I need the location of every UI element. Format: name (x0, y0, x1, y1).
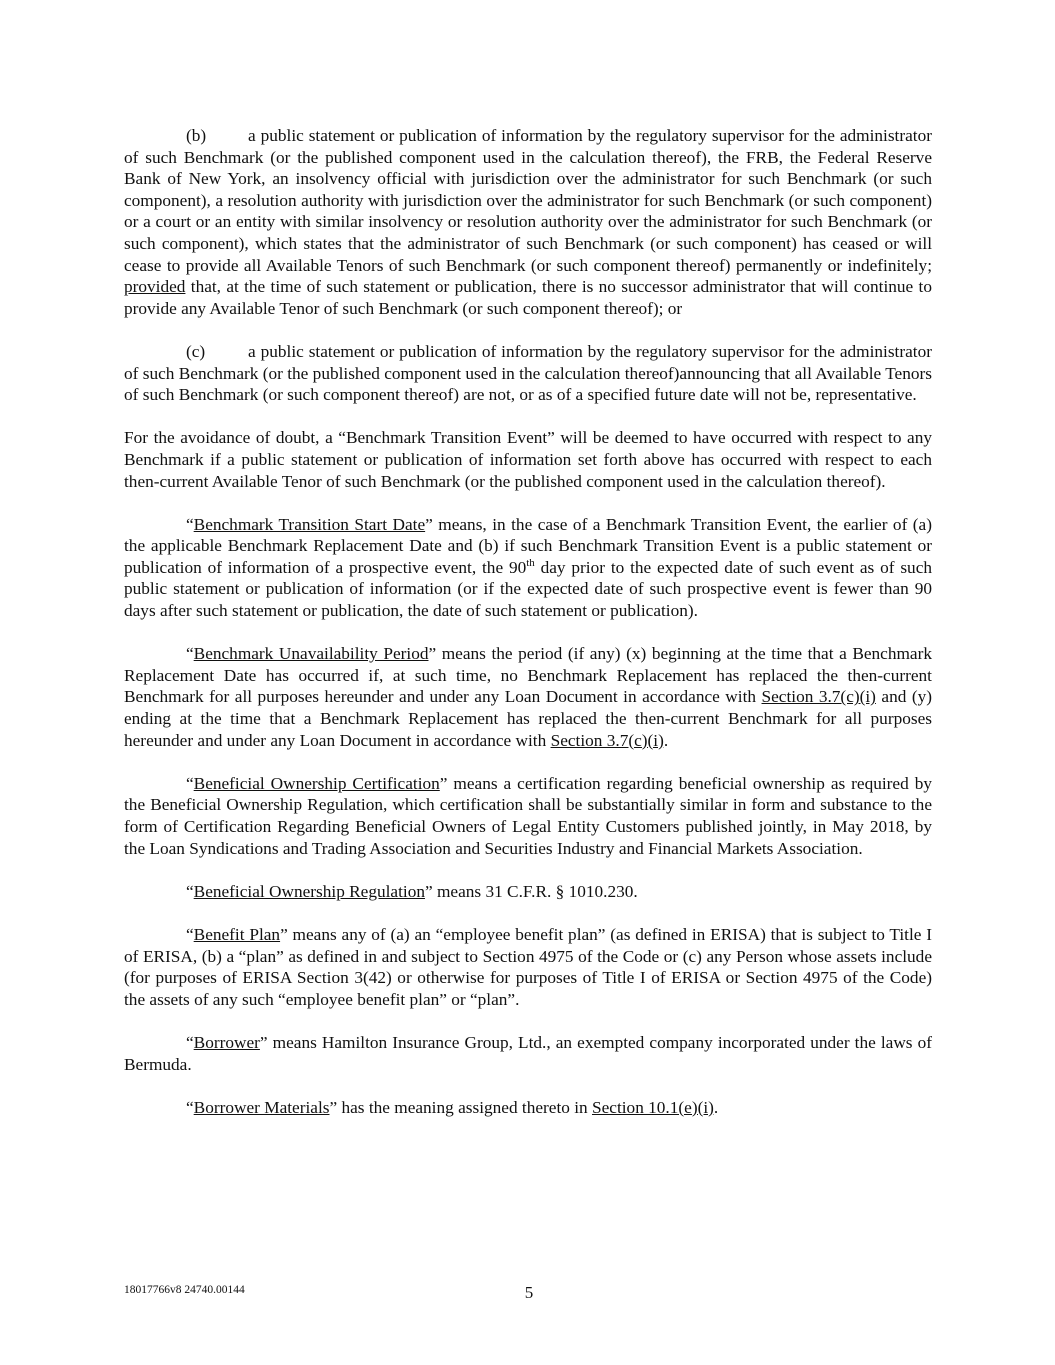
provided-term: provided (124, 277, 186, 297)
avoidance-paragraph: For the avoidance of doubt, a “Benchmark Transition Event” will be deemed to have occurred with respect to any Benchmark if a public statement or publication of information set forth above has occurred with respect to each then-current Available Tenor of such Benchmark (or the published component used in the calculation thereof). (124, 428, 932, 491)
defined-term: Benchmark Unavailability Period (193, 644, 429, 664)
defined-term: Beneficial Ownership Certification (193, 773, 440, 793)
defined-term: Borrower Materials (193, 1097, 330, 1117)
section-reference: Section 3.7(c)(i) (550, 730, 664, 750)
defined-term: Borrower (193, 1032, 260, 1052)
definition-benefit-plan: “Benefit Plan” means any of (a) an “employee benefit plan” (as defined in ERISA) that is subject to Title I of ERISA, (b) a “plan” as defined in and subject to Section 4975 of the Code or (c) any Person whose assets include (for purposes of ERISA Section 3(42) or otherwise for purposes of Title I of ERISA or Section 4975 of the Code) the assets of any such “employee benefit plan” or “plan”. (124, 924, 932, 1009)
section-reference: Section 3.7(c)(i) (761, 687, 876, 707)
clause-b: (b) a public statement or publication of information by the regulatory supervisor for the administrator of such Benchmark (or the published component used in the calculation thereof), the FRB, the Federal Reserve Bank of New York, an insolvency official with jurisdiction over the administrator for such Benchmark (or such component), a resolution authority with jurisdiction over the administrator for such Benchmark (or such component) or a court or an entity with similar insolvency or resolution authority over the administrator for such Benchmark (or such component), which states that the administrator of such Benchmark (or such component) has ceased or will cease to provide all Available Tenors of such Benchmark (or such component thereof) permanently or indefinitely; provided that, at the time of such statement or publication, there is no successor administrator that will continue to provide any Available Tenor of such Benchmark (or such component thereof); or (124, 126, 932, 318)
clause-c: (c) a public statement or publication of information by the regulatory supervisor for the administrator of such Benchmark (or the published component used in the calculation thereof)announcing that all Available Tenors of such Benchmark (or such component thereof) are not, or as of a specified future date will not be, representative. (124, 341, 932, 405)
clause-label: (b) (186, 126, 207, 145)
definition-benchmark-unavailability-period: “Benchmark Unavailability Period” means the period (if any) (x) beginning at the time that a Benchmark Replacement Date has occurred if, at such time, no Benchmark Replacement has replaced the then-current Benchmark for all purposes hereunder and under any Loan Document in accordance with Section 3.7(c)(i) and (y) ending at the time that a Benchmark Replacement has replaced the then-current Benchmark for all purposes hereunder and under any Loan Document in accordance with Section 3.7(c)(i). (124, 644, 933, 750)
definition-beneficial-ownership-certification: “Beneficial Ownership Certification” means a certification regarding beneficial ownership as required by the Beneficial Ownership Regulation, which certification shall be substantially similar in form and substance to the form of Certification Regarding Beneficial Owners of Legal Entity Customers published jointly, in May 2018, by the Loan Syndications and Trading Association and Securities Industry and Financial Markets Association. (124, 773, 932, 858)
defined-term: Benefit Plan (193, 924, 281, 944)
definition-borrower: “Borrower” means Hamilton Insurance Group, Ltd., an exempted company incorporated under the laws of Bermuda. (124, 1032, 932, 1074)
clause-label: (c) (186, 341, 206, 361)
defined-term: Benchmark Transition Start Date (193, 514, 426, 534)
ordinal-suffix: th (526, 557, 535, 570)
definition-borrower-materials: “Borrower Materials” has the meaning assigned thereto in Section 10.1(e)(i). (186, 1097, 719, 1117)
section-reference: Section 10.1(e)(i) (592, 1097, 714, 1117)
page-number: 5 (524, 1283, 534, 1302)
defined-term: Beneficial Ownership Regulation (193, 881, 425, 901)
definition-benchmark-transition-start-date: “Benchmark Transition Start Date” means, in the case of a Benchmark Transition Event, the earlier of (a) the applicable Benchmark Replacement Date and (b) if such Benchmark Transition Event is a public statement or publication of information of a prospective event, the 90th day prior to the expected date of such event as of such public statement or publication of information (or if the expected date of such prospective event is fewer than 90 days after such statement or publication, the date of such statement or publication). (124, 514, 932, 621)
definition-beneficial-ownership-regulation: “Beneficial Ownership Regulation” means 31 C.F.R. § 1010.230. (186, 881, 638, 901)
document-body (124, 125, 932, 1140)
document-id: 18017766v8 24740.00144 (124, 1284, 245, 1296)
